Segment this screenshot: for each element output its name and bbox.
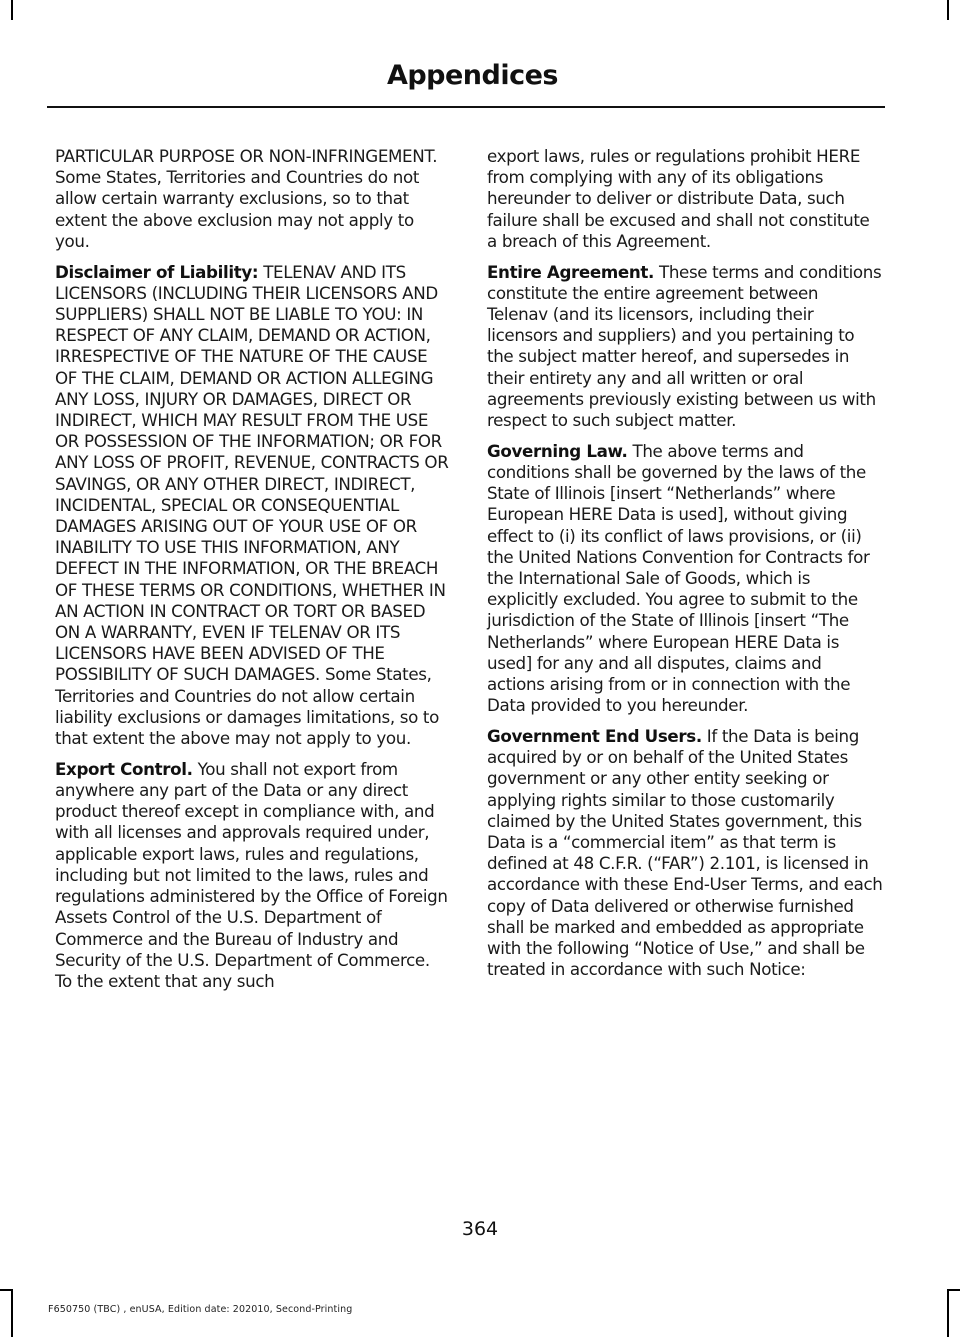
left-column (55, 146, 451, 1002)
crop-mark-top-left (11, 0, 13, 20)
footer-edition-info: F650750 (TBC) , enUSA, Edition date: 202010, Second-Printing (48, 1304, 353, 1315)
paragraph: Export Control. You shall not export from anywhere any part of the Data or any direct product thereof except in compliance with, and with all licenses and approvals required under, applicable export laws, rules and regulations, including but not limited to the laws, rules and regulations administered by the Office of Foreign Assets Control of the U.S. Department of Commerce and the Bureau of Industry and Security of the U.S. Department of Commerce. To the extent that any such (55, 758, 448, 991)
page-title: Appendices (386, 60, 558, 91)
paragraph: export laws, rules or regulations prohibit HERE from complying with any of its obligations hereunder to deliver or distribute Data, such failure shall be excused and shall not constitute a breach of this Agreement. (487, 146, 870, 251)
section-heading: Disclaimer of Liability: (55, 261, 259, 282)
crop-mark-bottom-left (11, 1289, 13, 1337)
header-divider (47, 106, 885, 108)
crop-mark-bottom-right-h (947, 1289, 960, 1291)
crop-mark-bottom-left-h (0, 1289, 13, 1291)
section-heading: Governing Law. (487, 440, 628, 461)
crop-mark-bottom-right (947, 1289, 949, 1337)
paragraph: Governing Law. The above terms and conditions shall be governed by the laws of the State of Illinois [insert “Netherlands” where European HERE Data is used], without giving effect to (i) its conflict of laws provisions, or (ii) the United Nations Convention for Contracts for the International Sale of Goods, which is explicitly excluded. You agree to submit to the jurisdiction of the State of Illinois [insert “The Netherlands” where European HERE Data is used] for any and all disputes, claims and actions arising from or in connection with the Data provided to you hereunder. (487, 440, 870, 716)
section-heading: Export Control. (55, 758, 193, 779)
section-heading: Government End Users. (487, 726, 702, 747)
paragraph: Entire Agreement. These terms and conditions constitute the entire agreement between Telenav (and its licensors, including their licensors and suppliers) and you pertaining to the subject matter hereof, and supersedes in their entirety any and all written or oral agreements previously existing between us with respect to such subject matter. (487, 261, 882, 431)
crop-mark-top-right (947, 0, 949, 20)
page-number: 364 (461, 1218, 499, 1240)
paragraph: Disclaimer of Liability: TELENAV AND ITS LICENSORS (INCLUDING THEIR LICENSORS AND SUPPLIERS) SHALL NOT BE LIABLE TO YOU: IN RESPECT OF ANY CLAIM, DEMAND OR ACTION, IRRESPECTIVE OF THE NATURE OF THE CAUSE OF THE CLAIM, DEMAND OR ACTION ALLEGING ANY LOSS, INJURY OR DAMAGES, DIRECT OR INDIRECT, WHICH MAY RESULT FROM THE USE OR POSSESSION OF THE INFORMATION; OR FOR ANY LOSS OF PROFIT, REVENUE, CONTRACTS OR SAVINGS, OR ANY OTHER DIRECT, INDIRECT, INCIDENTAL, SPECIAL OR CONSEQUENTIAL DAMAGES ARISING OUT OF YOUR USE OF OR INABILITY TO USE THIS INFORMATION, ANY DEFECT IN THE INFORMATION, OR THE BREACH OF THESE TERMS OR CONDITIONS, WHETHER IN AN ACTION IN CONTRACT OR TORT OR BASED ON A WARRANTY, EVEN IF TELENAV OR ITS LICENSORS HAVE BEEN ADVISED OF THE POSSIBILITY OF SUCH DAMAGES. Some States, Territories and Countries do not allow certain liability exclusions or damages limitations, so to that extent the above may not apply to you. (55, 261, 449, 749)
paragraph: PARTICULAR PURPOSE OR NON-INFRINGEMENT. Some States, Territories and Countries do not allow certain warranty exclusions, so to that extent the above exclusion may not apply to you. (55, 146, 438, 251)
right-column (487, 146, 883, 990)
section-heading: Entire Agreement. (487, 261, 655, 282)
paragraph: Government End Users. If the Data is being acquired by or on behalf of the United States government or any other entity seeking or applying rights similar to those customarily claimed by the United States government, this Data is a “commercial item” as that term is defined at 48 C.F.R. (“FAR”) 2.101, is licensed in accordance with these End-User Terms, and each copy of Data delivered or otherwise furnished shall be marked and embedded as appropriate with the following “Notice of Use,” and shall be treated in accordance with such Notice: (487, 726, 883, 980)
